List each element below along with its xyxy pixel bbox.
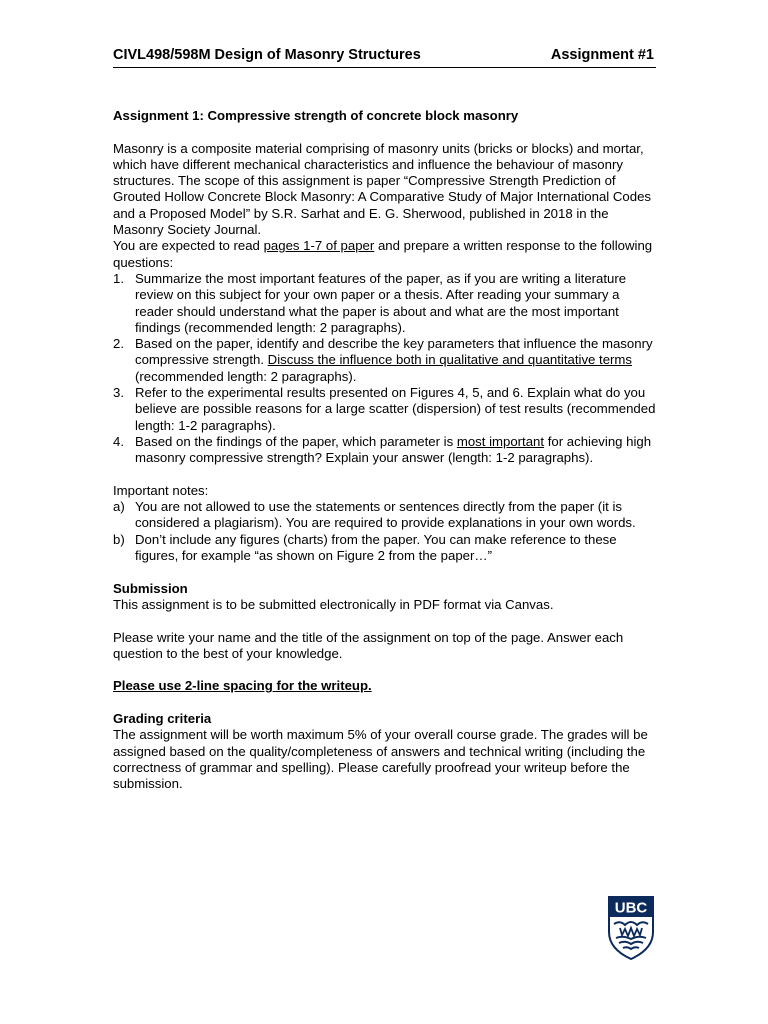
note-letter: b) — [113, 531, 125, 547]
note-item — [113, 499, 661, 532]
assignment-number: Assignment #1 — [550, 47, 654, 63]
grading-text: The assignment will be worth maximum 5% of your overall course grade. The grades will be assigned based on the quality/completeness of answers and technical writing (including the correctness of grammar and spelling). Please carefully proofread your writeup before the submission. — [113, 727, 648, 792]
question-emphasis: Discuss the influence both in qualitative and quantitative terms — [267, 352, 633, 368]
spacing-note — [113, 678, 661, 694]
read-before: You are expected to read — [113, 238, 264, 254]
submission-text: This assignment is to be submitted electronically in PDF format via Canvas. — [113, 596, 554, 612]
question-item — [113, 271, 661, 336]
ubc-logo — [608, 896, 654, 960]
course-title: CIVL498/598M Design of Masonry Structures — [113, 47, 421, 63]
grading-heading: Grading criteria — [113, 710, 212, 726]
note-letter: a) — [113, 499, 125, 515]
pages-link: pages 1-7 of paper — [263, 238, 375, 254]
intro-paragraph: Masonry is a composite material comprising of masonry units (bricks or blocks) and mortar, which have different mechanical characteristics and influence the behaviour of masonry structures. The scope of this assignment is paper “Compressive Strength Prediction of Grouted Hollow Concrete Block Masonry: A Comparative Study of Major International Codes and a Proposed Model” by S.R. Sarhat and E. G. Sherwood, published in 2018 in the Masonry Society Journal. — [113, 140, 652, 238]
read-after: and prepare a written response to the following questions: — [113, 238, 653, 270]
notes-heading: Important notes: — [113, 482, 209, 498]
notes-list — [113, 499, 661, 564]
logo-text: UBC — [614, 899, 648, 917]
question-text-end: for achieving high masonry compressive strength? Explain your answer (length: 1-2 paragraphs). — [135, 433, 652, 466]
question-item — [113, 385, 661, 434]
document-body — [113, 108, 661, 792]
read-instruction — [113, 238, 661, 271]
question-text-end: (recommended length: 2 paragraphs). — [135, 368, 357, 384]
question-item — [113, 434, 661, 467]
spacing-note-text: Please use 2-line spacing for the writeup. — [113, 678, 372, 694]
submission-heading: Submission — [113, 580, 188, 596]
question-number: 4. — [113, 433, 124, 449]
question-text: Based on the paper, identify and describe the key parameters that influence the masonry compressive strength. — [135, 336, 653, 368]
submission-instructions: Please write your name and the title of the assignment on top of the page. Answer each question to the best of your knowledge. — [113, 629, 624, 661]
question-number: 1. — [113, 270, 124, 286]
question-number: 2. — [113, 336, 124, 352]
assignment-title: Assignment 1: Compressive strength of concrete block masonry — [113, 108, 519, 123]
question-item — [113, 336, 661, 385]
question-text: Refer to the experimental results presented on Figures 4, 5, and 6. Explain what do you believe are possible reasons for a large scatter (dispersion) of test results (recommended length: 1-2 paragraphs). — [135, 385, 656, 433]
note-text: You are not allowed to use the statements or sentences directly from the paper (it is considered a plagiarism). You are required to provide explanations in your own words. — [135, 499, 636, 531]
note-text: Don’t include any figures (charts) from the paper. You can make reference to these figures, for example “as shown on Figure 2 from the paper…” — [135, 531, 617, 564]
page-header — [113, 46, 656, 68]
question-emphasis: most important — [456, 433, 545, 449]
ubc-crest-icon — [608, 896, 654, 960]
question-number: 3. — [113, 385, 124, 401]
question-text: Summarize the most important features of the paper, as if you are writing a literature review on this subject for your own paper or a thesis. After reading your summary a reader should understand what the paper is about and what are the most important findings (recommended length: 2 paragraphs). — [135, 270, 627, 335]
questions-list — [113, 271, 661, 467]
question-text: Based on the findings of the paper, which parameter is — [135, 433, 457, 449]
note-item — [113, 532, 661, 565]
